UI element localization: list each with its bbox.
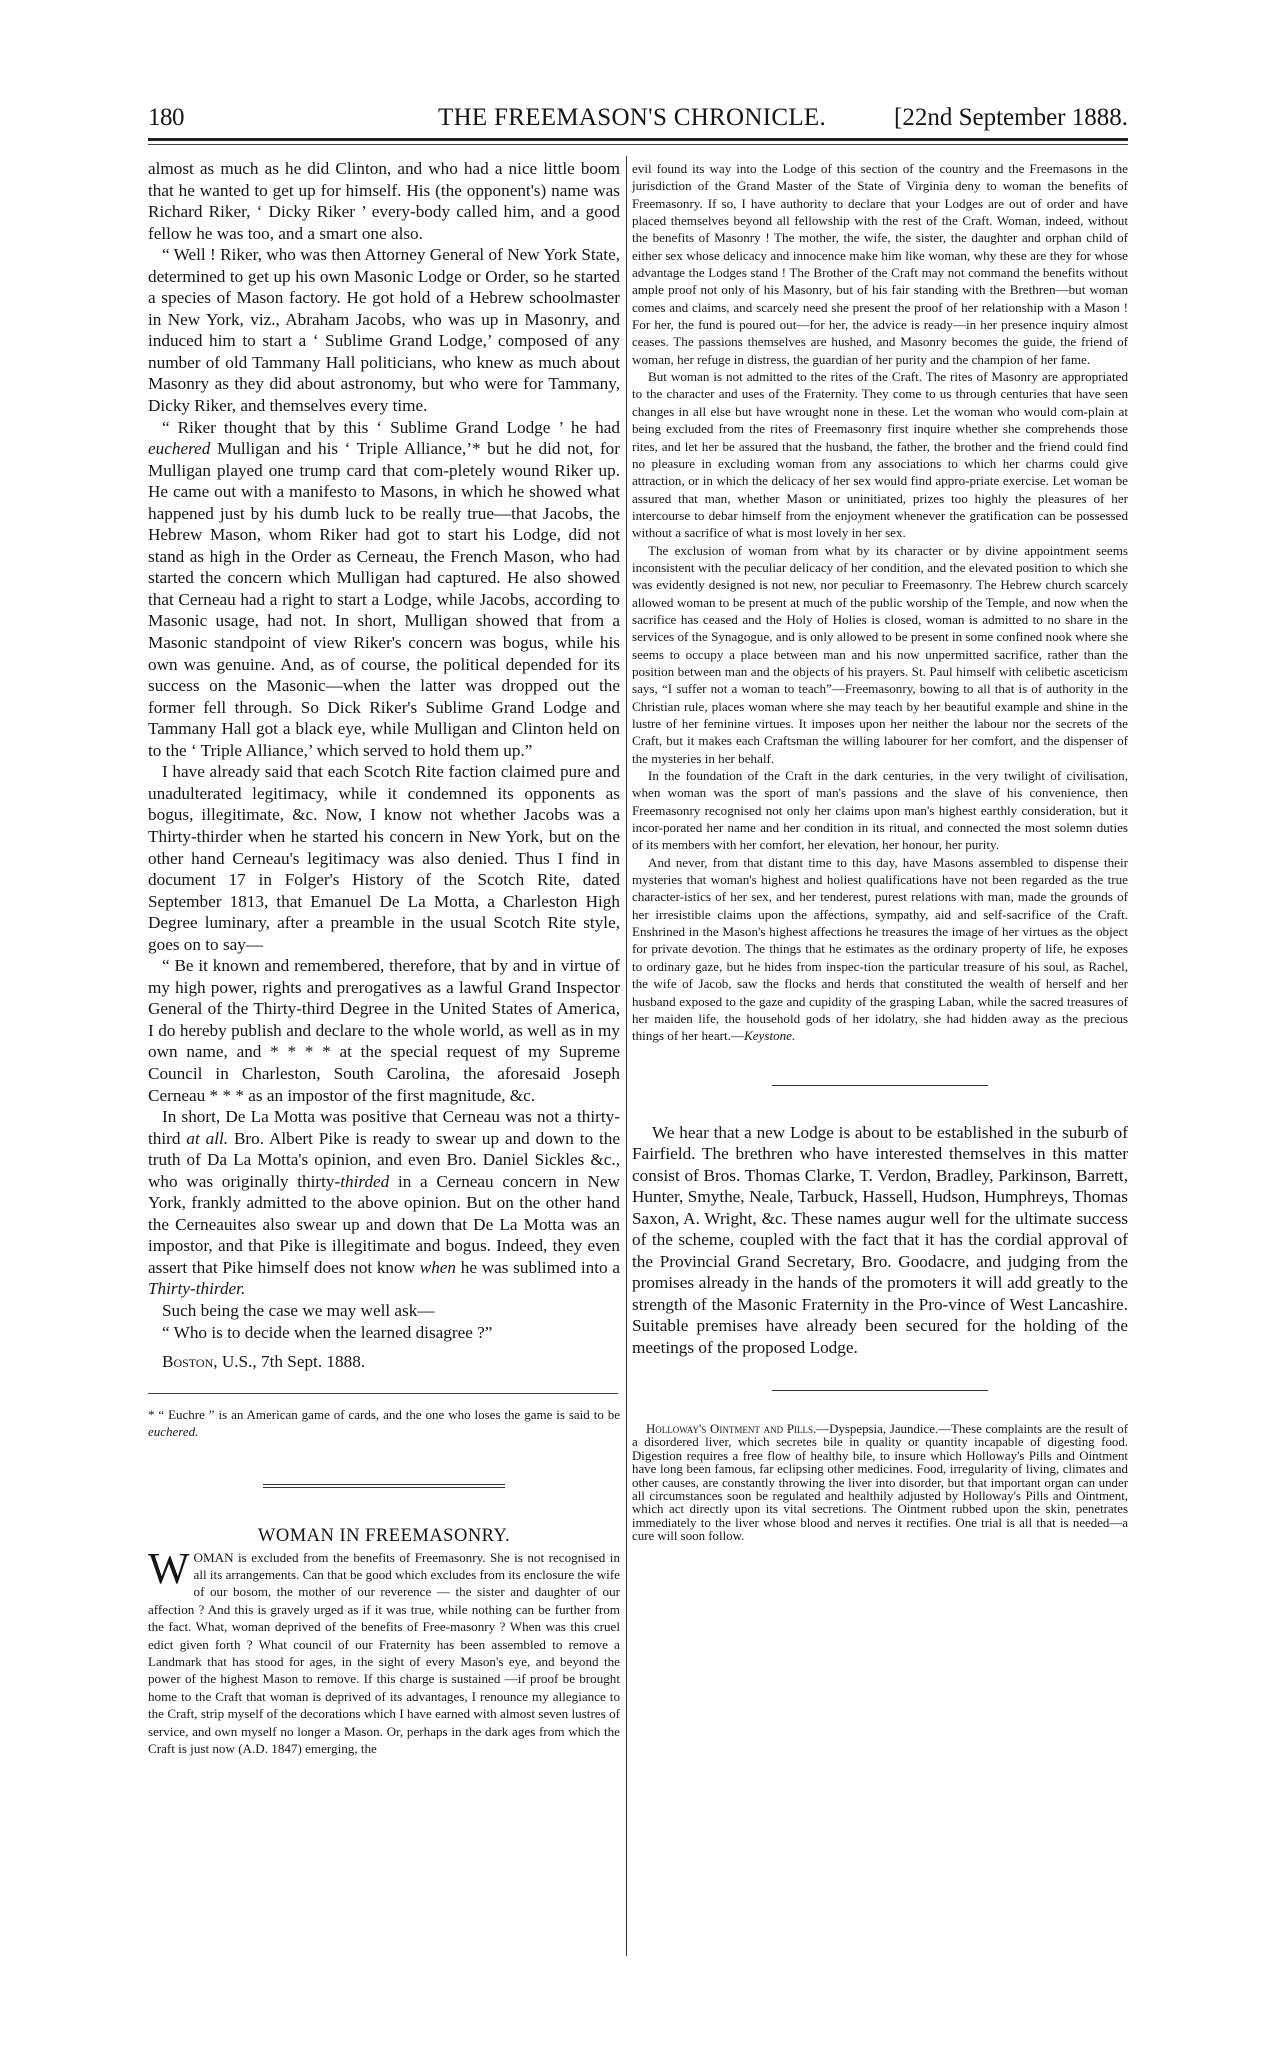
article-paragraph (632, 854, 1128, 1045)
text-run: “ Riker thought that by this ‘ Sublime Grand Lodge ’ he had (162, 417, 620, 437)
text-run: —Dyspepsia, Jaundice.—These complaints are the result of a disordered liver, which secretes bile in quality or quantity incapable of digesting food. Digestion requires a free flow of healthy bile, to insure which Holloway's Pills and Ointment have long been famous, far eclipsing other medicines. Food, irregularity of living, climates and other causes, are constantly throwing the liver into disorder, but that important organ can under all circumstances soon be regulated and healthily adjusted by Holloway's Pills and Ointment, which act directly upon its vital secretions. The Ointment rubbed upon the skin, penetrates immediately to the liver whose blood and nerves it rectifies. One trial is all that is needed—a cure will soon follow. (632, 1422, 1128, 1544)
italic-text: euchered. (148, 1423, 199, 1439)
column-divider (626, 156, 627, 1956)
advertisement-text (632, 1423, 1128, 1544)
text-run: Bro. Albert Pike is ready to swear up and down to the truth of Da La Motta's opinion, and even Bro. Daniel Sickles &c., who was originally thirty- (148, 1128, 620, 1191)
right-column (632, 160, 1128, 1544)
italic-text: euchered (148, 439, 211, 459)
article-paragraph: But woman is not admitted to the rites of the Craft. The rites of Masonry are appropriated to the character and uses of the Fraternity. They come to us through centuries that have seen changes in all else but have wrought none in these. Let the woman who would com-plain at being excluded from the rites of Freemasonry first inquire whether she comprehends those rites, and let her be assured that the husband, the father, the brother and the friend could find no pleasure in excluding woman from any associations to which her charms could give attraction, or in which the delicacy of her sex would find appro-priate exercise. Let woman be assured that man, whether Mason or uninitiated, prizes too highly the pleasures of her intercourse to debar himself from the enjoyment whenever the gratification can be possessed without a sacrifice of what is most lovely in her sex. (632, 369, 1128, 541)
article-paragraph: The exclusion of woman from what by its character or by divine appointment seems inconsistent with the peculiar delicacy of her condition, and the elevated position to which she was evidently designed is not new, nor peculiar to Freemasonry. The Hebrew church scarcely allowed woman to be present at much of the public worship of the Temple, and now when the sacrifice has ceased and the Holy of Holies is closed, woman is admitted to no share in the services of the Synagogue, and is only allowed to be present in some confined nook where she seems to occupy a place between man and his now unpermitted sacrifice, rather than the position between man and the objects of his prayers. St. Paul himself with celibetic asceticism says, “I suffer not a woman to teach”—Freemasonry, bowing to all that is of authority in the Christian rule, places woman where she may teach by her beautiful example and shine in the lustre of her feminine virtues. It imposes upon her neither the labour nor the secrets of the Craft, but it makes each Craftsman the willing labourer for her comfort, and the dispenser of the mysteries in her behalf. (632, 542, 1128, 766)
article-paragraph (148, 1106, 620, 1300)
article-quote: “ Who is to decide when the learned disagree ?” (162, 1322, 493, 1342)
signoff-date: , U.S., 7th Sept. 1888. (213, 1352, 366, 1372)
article-paragraph: In the foundation of the Craft in the dark centuries, in the very twilight of civilisation, when woman was the sport of man's passions and the slave of his convenience, then Freemasonry recognised not only her claims upon man's highest earthly consideration, but it incor-porated her name and her condition in its ritual, and connected the most solemn duties of its members with her comfort, her elevation, her honour, her purity. (632, 768, 1128, 853)
woman-article-continued (632, 160, 1128, 1045)
italic-text: Thirty-thirder. (148, 1279, 246, 1299)
footnote (148, 1406, 620, 1440)
riker-article (148, 158, 620, 1373)
signoff-place: Boston (162, 1352, 214, 1372)
italic-text: when (419, 1257, 457, 1277)
section-double-rule (263, 1484, 505, 1488)
text-run: Mulligan and his ‘ Triple Alliance,’* but he did not, for Mulligan played one trump card that com-pletely wound Riker up. He came out with a manifesto to Masons, in which he showed what happened just by his dumb luck to be really true—that Jacobs, the Hebrew Mason, whom Riker had got to start his Lodge, did not stand as high in the Order as Cerneau, the French Mason, who had started the concern which Mulligan had captured. He also showed that Cerneau had a right to start a Lodge, while Jacobs, according to Masonic usage, had not. In short, Mulligan showed that from a Masonic standpoint of view Riker's concern was bogus, while his own was genuine. And, as of course, the political depended for its success on the Masonic—when the latter was dropped out the former fell through. So Dick Riker's Sublime Grand Lodge and Tammany Hall got a black eye, while Mulligan and Clinton held on to the ‘ Triple Alliance,’ which served to hold them up.” (148, 439, 620, 760)
advertisement-title: Holloway's Ointment and Pills. (646, 1422, 817, 1437)
source-credit: Keystone. (744, 1028, 796, 1044)
article-paragraph: We hear that a new Lodge is about to be established in the suburb of Fairfield. The brethren who have interested themselves in this matter consist of Bros. Thomas Clarke, T. Verdon, Bradley, Parkinson, Barrett, Hunter, Smythe, Neale, Tarbuck, Hassell, Hudson, Humphreys, Thomas Saxon, A. Wright, &c. These names augur well for the ultimate success of the scheme, coupled with the fact that it has the cordial approval of the Provincial Grand Secretary, Bro. Goodacre, and judging from the promises already in the hands of the promoters it will add greatly to the strength of the Masonic Fraternity in the Pro-vince of West Lancashire. Suitable premises have already been secured for the holding of the meetings of the proposed Lodge. (632, 1122, 1128, 1357)
article-signoff (148, 1351, 620, 1373)
article-paragraph (148, 1543, 620, 1758)
article-paragraph: evil found its way into the Lodge of this section of the country and the Freemasons in the jurisdiction of the Grand Master of the State of Virginia deny to woman the benefits of Freemasonry. If so, I have authority to declare that your Lodges are out of order and have placed themselves beyond all fellowship with the rest of the Craft. Woman, indeed, without the benefits of Masonry ! The mother, the wife, the sister, the daughter and orphan child of either sex whose delicacy and innocence make him like woman, why these are they for whose advantage the Lodges stand ! The Brother of the Craft may not command the benefits without ample proof not only of his Masonry, but of his fair standing with the Brethren—but woman comes and claims, and scarcely need she present the proof of her relationship with a Mason ! For her, the fund is poured out—for her, the advice is ready—in her presence inquiry almost ceases. The passions themselves are hushed, and Masonry becomes the guide, the friend of woman, her refuge in distress, the guardian of her purity and the champion of her fame. (632, 161, 1128, 367)
drop-cap: W (148, 1543, 190, 1593)
article-headline: WOMAN IN FREEMASONRY. (257, 1525, 511, 1546)
text-run: And never, from that distant time to this day, have Masons assembled to dispense their mysteries that woman's highest and holiest qualifications have not been regarded as the true character-istics of her sex, and her tenderest, purest relations with man, made the grounds of her irresistible claims upon the affections, sympathy, aid and self-sacrifice of the Craft. Enshrined in the Mason's highest affections he treasures the image of her virtues as the object for private devotion. The things that he estimates as the ordinary property of life, he exposes to ordinary gaze, but he hides from inspec-tion the particular treasure of his soul, as Rachel, the wife of Jacob, saw the flocks and herds that constituted the wealth of herself and her husband exposed to the gaze and cupidity of the grasping Laban, while the sacred treasures of her maiden life, the household gods of her idolatry, she had hidden away as the precious things of her heart.— (632, 854, 1128, 1044)
italic-text: at all. (186, 1128, 229, 1148)
lodge-news (632, 1122, 1128, 1359)
article-paragraph: almost as much as he did Clinton, and who had a nice little boom that he wanted to get up for himself. His (the opponent's) name was Richard Riker, ‘ Dicky Riker ’ every-body called him, and a good fellow he was too, and a smart one also. (148, 159, 620, 243)
masthead-rule-thick (148, 138, 1128, 141)
text-run: he was sublimed into a (456, 1257, 620, 1277)
text-run: In short, De La Motta was positive that Cerneau was not a thirty-third (148, 1107, 620, 1148)
article-paragraph: I have already said that each Scotch Rite faction claimed pure and unadulterated legitimacy, while it condemned its opponents as bogus, illegitimate, &c. Now, I know not whether Jacobs was a Thirty-thirder when he started his concern in New York, but on the other hand Cerneau's legitimacy was also denied. Thus I find in document 17 in Folger's History of the Scotch Rite, dated September 1813, that Emanuel De La Motta, a Charleston High Degree luminary, after a preamble in the usual Scotch Rite style, goes on to say— (148, 762, 620, 954)
article-paragraph: Such being the case we may well ask— (162, 1300, 435, 1320)
masthead-rule-thin (148, 144, 1128, 145)
newspaper-title: THE FREEMASON'S CHRONICLE. (438, 104, 827, 131)
article-quote: “ Be it known and remembered, therefore, that by and in virtue of my high power, rights and prerogatives as a lawful Grand Inspector General of the Thirty-third Degree in the United States of America, I do hereby publish and declare to the whole world, as well as in my own name, and * * * * at the special request of my Supreme Council in Charleston, South Carolina, the aforesaid Joseph Cerneau * * * as an impostor of the first magnitude, &c. (148, 956, 620, 1105)
woman-article (148, 1543, 620, 1758)
holloway-advertisement (632, 1423, 1128, 1544)
text-run: * “ Euchre ” is an American game of cards, and the one who loses the game is said to be (148, 1406, 620, 1422)
italic-text: thirded (340, 1171, 390, 1191)
article-paragraph (148, 417, 620, 762)
footnote-rule (148, 1393, 618, 1394)
masthead (148, 104, 1128, 134)
text-run: in a Cerneau concern in New York, frankly admitted to the above opinion. But on the other hand the Cerneauites also swear up and down that De La Motta was an impostor, and that Pike is illegitimate and bogus. Indeed, they even assert that Pike himself does not know (148, 1171, 620, 1277)
page-number: 180 (148, 104, 184, 131)
text-run: OMAN is excluded from the benefits of Freemasonry. She is not recognised in all its arrangements. Can that be good which excludes from its enclosure the wife of our bosom, the mother of our reverence — the sister and daughter of our affection ? And this is gravely urged as if it was true, while nothing can be further from the fact. What, woman deprived of the benefits of Free-masonry ? When was this cruel edict given forth ? What council of our Fraternity has been assembled to remove a Landmark that has stood for ages, in the sight of every Mason's eye, and beyond the power of the highest Mason to remove. If this charge is sustained —if proof be brought home to the Craft that woman is deprived of its advantages, I renounce my allegiance to the Craft, strip myself of the decorations which I have earned with almost seven lustres of service, and own myself no longer a Mason. Or, perhaps in the dark ages from which the Craft is just now (A.D. 1847) emerging, the (148, 1549, 620, 1757)
issue-date: [22nd September 1888. (894, 104, 1128, 131)
section-rule (772, 1085, 988, 1086)
left-column (148, 158, 620, 1758)
section-rule (772, 1390, 988, 1391)
article-paragraph: “ Well ! Riker, who was then Attorney General of New York State, determined to get up his own Masonic Lodge or Order, so he started a species of Mason factory. He got hold of a Hebrew schoolmaster in New York, viz., Abraham Jacobs, who was up in Masonry, and induced him to start a ‘ Sublime Grand Lodge,’ composed of any number of old Tammany Hall politicians, who knew as much about Masonry as they did about astronomy, but who were for Tammany, Dicky Riker, and themselves every time. (148, 245, 620, 416)
